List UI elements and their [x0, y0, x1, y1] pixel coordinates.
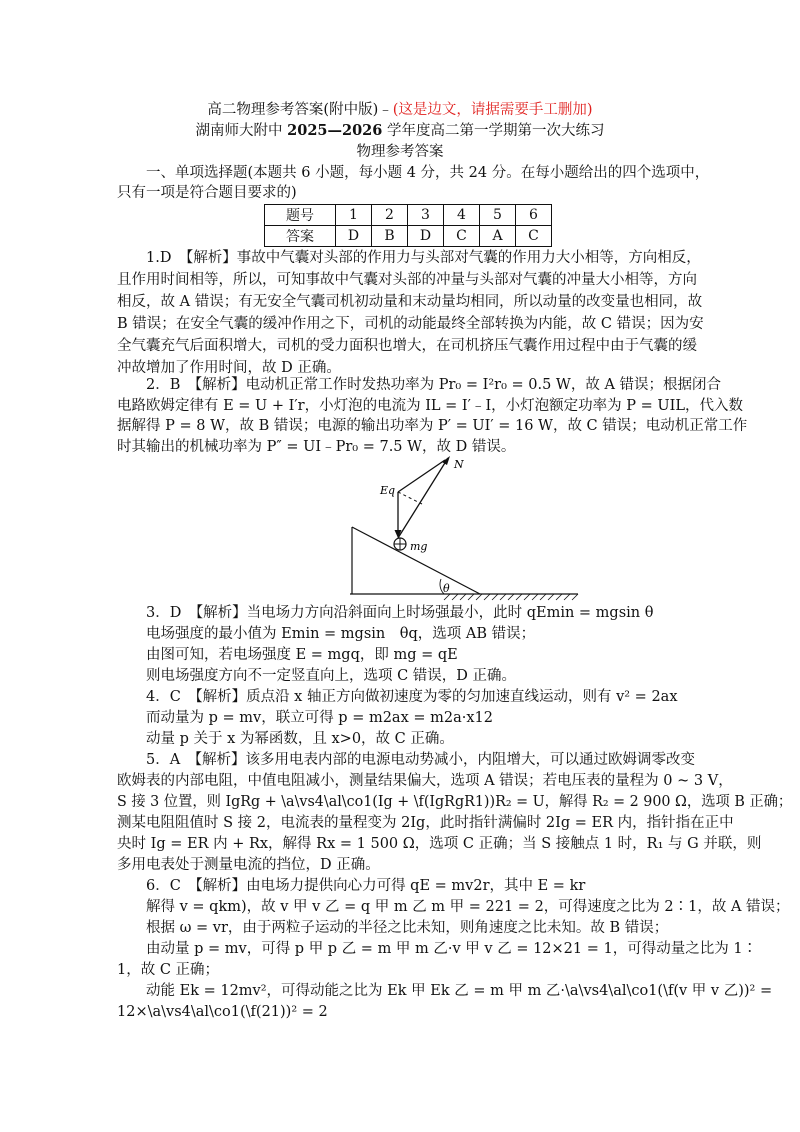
q5-line: 5．A 【解析】该多用电表内部的电源电动势减小，内阻增大，可以通过欧姆调零改变 [146, 752, 695, 768]
doc-title: 物理参考答案 [356, 144, 444, 160]
q4-line: 动量 p 关于 x 为幂函数，且 x>0，故 C 正确。 [146, 731, 454, 747]
q1-line: B 错误；在安全气囊的缓冲作用之下，司机的动能最终全部转换为内能，故 C 错误；因为安 [117, 316, 704, 332]
q2-line: 时其输出的机械功率为 P″ = UI﹣Pr₀ = 7.5 W，故 D 错误。 [117, 439, 516, 455]
q1-line: 1.D 【解析】事故中气囊对头部的作用力与头部对气囊的作用力大小相等，方向相反， [146, 250, 701, 266]
section1-intro-1: 一、单项选择题(本题共 6 小题，每小题 4 分，共 24 分。在每小题给出的四个选项中， [146, 165, 710, 181]
table-cell-answer: A [480, 226, 516, 247]
q4-line: 4．C 【解析】质点沿 x 轴正方向做初速度为零的匀加速直线运动，则有 v² = 2ax [146, 689, 678, 705]
table-cell-answer: C [444, 226, 480, 247]
q2-line: 电路欧姆定律有 E = U + I′r，小灯泡的电流为 IL = I′﹣I，小灯泡额定功率为 P = UIL，代入数 [117, 398, 743, 414]
table-cell-number: 2 [372, 205, 408, 226]
table-cell-answer: D [408, 226, 444, 247]
q3-line: 则电场强度方向不一定竖直向上，选项 C 错误，D 正确。 [146, 668, 517, 684]
table-cell-number: 5 [480, 205, 516, 226]
table-cell-answer: B [372, 226, 408, 247]
q1-line: 全气囊充气后面积增大，司机的受力面积也增大，在司机挤压气囊作用过程中由于气囊的缓 [117, 338, 697, 354]
q3-line: 由图可知，若电场强度 E = mgq，即 mg = qE [146, 647, 458, 663]
theta-label: θ [443, 582, 450, 595]
school-name: 湖南师大附中 [195, 123, 283, 139]
q1-line: 相反，故 A 错误；有无安全气囊司机初动量和末动量均相同，所以动量的改变量也相同，故 [117, 294, 703, 310]
q5-line: 测某电阻阻值时 S 接 2，电流表的量程变为 2Ig，此时指针满偏时 2Ig = ER 内，指针指在正中 [117, 815, 734, 831]
q1-line: 冲故增加了作用时间，故 D 正确。 [117, 360, 341, 376]
mg-label: mg [410, 540, 428, 553]
q5-line: 欧姆表的内部电阻，中值电阻减小，测量结果偏大，选项 A 错误；若电压表的量程为 0 ~ 3 V， [117, 773, 733, 789]
q6-line: 6．C 【解析】由电场力提供向心力可得 qE = mv2r，其中 E = kr [146, 878, 586, 894]
header-margin-note: (这是边文，请据需要手工删加) [392, 102, 593, 118]
eq-force-arrow [398, 460, 445, 492]
eq-label: Eq [380, 484, 396, 497]
header-title: 高二物理参考答案(附中版)﹣ [207, 102, 393, 118]
table-cell-answer: D [336, 226, 372, 247]
table-label-answer: 答案 [265, 226, 336, 247]
table-cell-number: 6 [516, 205, 552, 226]
school-year: 2025—2026 [287, 122, 383, 139]
header-line-2 [0, 121, 800, 141]
q2-line: 2．B 【解析】电动机正常工作时发热功率为 Pr₀ = I²r₀ = 0.5 W，故 A 错误；根据闭合 [146, 377, 722, 393]
q6-line: 根据 ω = vr，由于两粒子运动的半径之比未知，则角速度之比未知。故 B 错误； [146, 920, 669, 936]
q6-line: 解得 v = qkm)，故 v 甲 v 乙 = q 甲 m 乙 m 甲 = 221 = 2，可得速度之比为 2∶1，故 A 错误； [146, 899, 790, 915]
answer-table-row-numbers [265, 205, 552, 226]
q6-line: 由动量 p = mv，可得 p 甲 p 乙 = m 甲 m 乙·v 甲 v 乙 = 12×21 = 1，可得动量之比为 1∶ [146, 941, 758, 957]
table-cell-number: 1 [336, 205, 372, 226]
ground-hatch [444, 594, 578, 600]
q5-line: 多用电表处于测量电流的挡位，D 正确。 [117, 857, 380, 873]
normal-force-arrow [398, 458, 448, 538]
q2-line: 据解得 P = 8 W，故 B 错误；电源的输出功率为 P′ = UI′ = 16 W，故 C 错误；电动机正常工作 [117, 418, 748, 434]
incline-slope [352, 527, 480, 594]
q5-line: 央时 Ig = ER 内 + Rx，解得 Rx = 1 500 Ω，选项 C 正确；当 S 接触点 1 时，R₁ 与 G 并联，则 [117, 836, 762, 852]
q3-line: 3．D 【解析】当电场力方向沿斜面向上时场强最小，此时 qEmin = mgsin θ [146, 605, 654, 621]
dashed-component [398, 492, 422, 504]
table-cell-answer: C [516, 226, 552, 247]
q4-line: 而动量为 p = mv，联立可得 p = m2ax = m2a·x12 [146, 710, 493, 726]
q6-line: 动能 Ek = 12mv²，可得动能之比为 Ek 甲 Ek 乙 = m 甲 m 乙·\a\vs4\al\co1(\f(v 甲 v 乙))² = [146, 983, 773, 999]
table-cell-number: 3 [408, 205, 444, 226]
table-cell-number: 4 [444, 205, 480, 226]
n-label: N [454, 458, 464, 471]
q6-line: 1，故 C 正确； [117, 962, 220, 978]
section1-intro-2: 只有一项是符合题目要求的) [117, 185, 297, 201]
q6-line: 12×\a\vs4\al\co1(\f(21))² = 2 [117, 1004, 328, 1020]
force-diagram [340, 452, 590, 602]
answer-table-row-answers [265, 226, 552, 247]
exam-name: 学年度高二第一学期第一次大练习 [386, 123, 605, 139]
header-line-1 [0, 100, 800, 120]
q5-line: S 接 3 位置，则 IgRg + \a\vs4\al\co1(Ig + \f(IgRgR1))R₂ = U，解得 R₂ = 2 900 Ω，选项 B 正确； [117, 794, 793, 810]
q1-line: 且作用时间相等，所以，可知事故中气囊对头部的冲量与头部对气囊的冲量大小相等，方向 [117, 272, 697, 288]
answer-table [264, 204, 552, 247]
table-label-number: 题号 [265, 205, 336, 226]
q3-line: 电场强度的最小值为 Emin = mgsin θq，选项 AB 错误； [146, 626, 536, 642]
